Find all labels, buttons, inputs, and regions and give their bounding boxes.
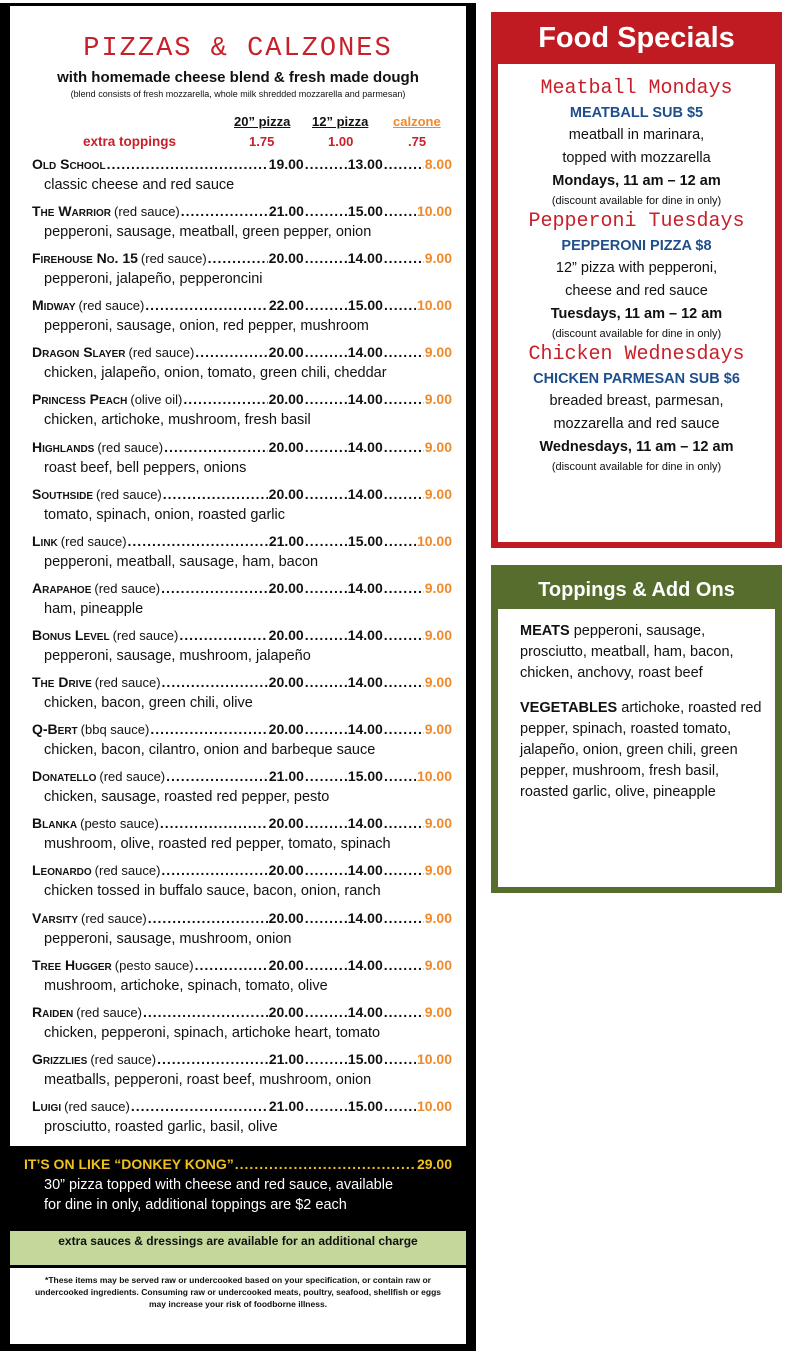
price-12: 14.00 (347, 626, 383, 643)
leader-dots (161, 862, 267, 878)
food-specials-box (491, 12, 782, 548)
leader-dots (157, 1051, 268, 1067)
special-note: (discount available for dine in only) (551, 195, 722, 207)
leader-dots (143, 1004, 268, 1020)
price-12: 14.00 (347, 815, 383, 832)
price-calzone: 10.00 (416, 297, 452, 314)
special-time: Tuesdays, 11 am – 12 am (550, 306, 723, 322)
menu-item (32, 1004, 452, 1051)
menu-item-line (32, 862, 452, 884)
price-20: 20.00 (268, 862, 304, 879)
price-calzone: 10.00 (416, 1050, 452, 1067)
menu-item-name: Varsity (32, 909, 79, 926)
menu-item-sauce: (red sauce) (81, 910, 147, 926)
price-calzone: 9.00 (424, 438, 452, 455)
leader-dots (183, 391, 267, 407)
leader-dots (305, 627, 347, 643)
price-calzone: 10.00 (416, 532, 452, 549)
menu-item-name: Bonus Level (32, 626, 110, 643)
menu-item-line (32, 768, 452, 790)
leader-dots (150, 721, 267, 737)
price-12: 14.00 (347, 344, 383, 361)
menu-item-description: pepperoni, sausage, onion, red pepper, mushroom (44, 318, 369, 335)
special-time: Wednesdays, 11 am – 12 am (539, 439, 734, 455)
menu-item-line (32, 297, 452, 319)
vegetables-list: artichoke, roasted red pepper, spinach, roasted tomato, jalapeño, onion, green chili, green pepper, mushroom, fresh basil, roasted garlic, olive, pineapple (520, 700, 762, 800)
leader-dots (305, 910, 347, 926)
leader-dots (384, 768, 416, 784)
leader-dots (163, 486, 268, 502)
toppings-content (498, 609, 775, 887)
leader-dots (384, 910, 424, 926)
special-description: breaded breast, parmesan, (549, 393, 724, 409)
menu-item-line (32, 1098, 452, 1120)
special-description: meatball in marinara, (568, 127, 705, 143)
donkey-kong-name: IT’S ON LIKE “DONKEY KONG” (24, 1156, 234, 1172)
menu-item-description: meatballs, pepperoni, roast beef, mushroom, onion (44, 1071, 372, 1088)
menu-item (32, 1098, 452, 1145)
menu-item (32, 627, 452, 674)
price-12: 15.00 (347, 768, 383, 785)
menu-item-description: pepperoni, sausage, mushroom, onion (44, 930, 292, 947)
extra-toppings-calzone: .75 (408, 134, 427, 149)
price-20: 20.00 (268, 626, 304, 643)
menu-item-line (32, 721, 452, 743)
price-calzone: 9.00 (424, 862, 452, 879)
leader-dots (235, 1156, 416, 1172)
column-header-20: 20” pizza (234, 114, 291, 129)
menu-item-sauce: (red sauce) (128, 345, 195, 361)
menu-item-description: classic cheese and red sauce (44, 177, 235, 193)
menu-item-sauce: (red sauce) (96, 486, 162, 502)
price-calzone: 9.00 (424, 1003, 452, 1020)
menu-item-line (32, 486, 452, 508)
price-12: 15.00 (347, 297, 383, 314)
leader-dots (305, 674, 347, 690)
price-20: 19.00 (268, 156, 304, 172)
price-20: 20.00 (268, 674, 304, 691)
price-20: 21.00 (268, 203, 304, 220)
leader-dots (305, 1098, 347, 1114)
menu-item-line (32, 674, 452, 696)
menu-item (32, 768, 452, 815)
leader-dots (305, 486, 347, 502)
price-calzone: 9.00 (424, 485, 452, 502)
special-name: Meatball Mondays (540, 77, 733, 100)
menu-item-description: prosciutto, roasted garlic, basil, olive (44, 1118, 278, 1135)
leader-dots (195, 344, 267, 360)
menu-item-name: The Warrior (32, 203, 111, 220)
price-20: 22.00 (268, 297, 304, 314)
price-12: 14.00 (347, 250, 383, 267)
menu-item-sauce: (red sauce) (94, 580, 161, 596)
price-20: 20.00 (268, 721, 304, 738)
leader-dots (384, 1004, 424, 1020)
price-calzone: 9.00 (424, 391, 452, 408)
menu-item-description: chicken tossed in buffalo sauce, bacon, onion, ranch (44, 883, 381, 900)
menu-item-description: pepperoni, sausage, meatball, green pepper, onion (44, 224, 372, 241)
leader-dots (160, 815, 268, 831)
menu-item-description: tomato, spinach, onion, roasted garlic (44, 506, 285, 523)
leader-dots (384, 391, 424, 407)
menu-item-list (32, 156, 452, 1145)
menu-item-sauce: (pesto sauce) (80, 816, 159, 832)
leader-dots (384, 486, 424, 502)
food-specials-title: Food Specials (538, 22, 735, 54)
leader-dots (305, 957, 347, 973)
menu-content (10, 6, 466, 1146)
leader-dots (148, 910, 268, 926)
menu-item-name: Princess Peach (32, 391, 128, 408)
menu-item-line (32, 580, 452, 602)
leader-dots (131, 1098, 268, 1114)
leader-dots (305, 297, 347, 313)
price-calzone: 9.00 (424, 909, 452, 926)
price-12: 15.00 (347, 1097, 383, 1114)
leader-dots (181, 203, 268, 219)
special-description: 12” pizza with pepperoni, (555, 260, 718, 276)
menu-item (32, 957, 452, 1004)
price-12: 14.00 (347, 579, 383, 596)
price-12: 14.00 (347, 862, 383, 879)
price-20: 21.00 (268, 1097, 304, 1114)
column-header-12: 12” pizza (312, 114, 369, 129)
price-12: 14.00 (347, 909, 383, 926)
menu-item-sauce: (red sauce) (99, 769, 166, 785)
column-header-calzone: calzone (393, 114, 441, 129)
menu-item-line (32, 250, 452, 272)
price-20: 20.00 (268, 438, 304, 455)
price-12: 14.00 (347, 391, 383, 408)
special-item: PEPPERONI PIZZA $8 (561, 238, 712, 254)
extra-toppings-12: 1.00 (328, 134, 354, 149)
menu-item (32, 439, 452, 486)
menu-item (32, 250, 452, 297)
special-description: mozzarella and red sauce (553, 416, 720, 432)
menu-item-description: chicken, artichoke, mushroom, fresh basil (44, 412, 311, 429)
price-20: 20.00 (268, 815, 304, 832)
menu-item-description: pepperoni, sausage, mushroom, jalapeño (44, 647, 311, 664)
food-specials-list (498, 64, 775, 542)
price-12: 14.00 (347, 674, 383, 691)
leader-dots (384, 1098, 416, 1114)
leader-dots (384, 957, 424, 973)
leader-dots (305, 533, 347, 549)
menu-item-sauce: (red sauce) (97, 439, 164, 455)
price-12: 15.00 (347, 203, 383, 220)
menu-item-name: Tree Hugger (32, 956, 112, 973)
menu-title: PIZZAS & CALZONES (83, 34, 393, 64)
leader-dots (384, 674, 424, 690)
menu-item-name: Highlands (32, 438, 95, 455)
leader-dots (384, 862, 424, 878)
menu-item-line (32, 203, 452, 225)
menu-subtitle: with homemade cheese blend & fresh made dough (57, 69, 419, 86)
menu-item-name: Southside (32, 485, 94, 502)
menu-item (32, 486, 452, 533)
price-12: 13.00 (347, 156, 383, 172)
price-calzone: 10.00 (416, 1097, 452, 1114)
menu-item-name: Firehouse No. 15 (32, 250, 138, 267)
leader-dots (128, 533, 268, 549)
menu-item (32, 862, 452, 909)
vegetables-label: VEGETABLES (520, 700, 618, 716)
price-20: 21.00 (268, 1050, 304, 1067)
leader-dots (384, 156, 424, 172)
leader-dots (107, 156, 268, 172)
price-12: 14.00 (347, 721, 383, 738)
donkey-kong-desc-line2: for dine in only, additional toppings are $2 each (44, 1197, 347, 1213)
price-20: 21.00 (268, 768, 304, 785)
price-20: 21.00 (268, 532, 304, 549)
menu-item-name: Midway (32, 297, 76, 314)
leader-dots (305, 203, 347, 219)
menu-item-description: mushroom, artichoke, spinach, tomato, olive (44, 977, 328, 994)
menu-item-description: chicken, pepperoni, spinach, artichoke heart, tomato (44, 1024, 381, 1041)
leader-dots (384, 439, 424, 455)
leader-dots (384, 533, 416, 549)
menu-item-line (32, 627, 452, 649)
menu-item-line (32, 910, 452, 932)
menu-item-name: Raiden (32, 1003, 74, 1020)
leader-dots (384, 627, 424, 643)
menu-item-name: Donatello (32, 768, 97, 785)
menu-item-description: chicken, bacon, green chili, olive (44, 695, 253, 712)
menu-item-line (32, 533, 452, 555)
toppings-box (491, 565, 782, 893)
leader-dots (161, 580, 268, 596)
price-12: 15.00 (347, 532, 383, 549)
menu-item-name: Arapahoe (32, 579, 92, 596)
special-item: MEATBALL SUB $5 (569, 105, 704, 121)
price-calzone: 8.00 (424, 156, 452, 172)
donkey-kong-desc-line1: 30” pizza topped with cheese and red sauce, available (44, 1177, 394, 1193)
extra-toppings-label: extra toppings (83, 134, 177, 149)
special-description: cheese and red sauce (565, 283, 708, 299)
menu-item (32, 203, 452, 250)
leader-dots (305, 391, 347, 407)
leader-dots (305, 250, 347, 266)
price-20: 20.00 (268, 485, 304, 502)
price-calzone: 9.00 (424, 344, 452, 361)
leader-dots (162, 674, 268, 690)
menu-item-sauce: (red sauce) (64, 1098, 130, 1114)
menu-item-sauce: (red sauce) (114, 204, 180, 220)
meats-list: pepperoni, sausage, prosciutto, meatball, ham, bacon, chicken, anchovy, roast beef (520, 623, 734, 681)
menu-item (32, 721, 452, 768)
price-20: 20.00 (268, 579, 304, 596)
price-12: 15.00 (347, 1050, 383, 1067)
menu-item-name: Luigi (32, 1097, 62, 1114)
leader-dots (305, 580, 347, 596)
menu-item-name: Leonardo (32, 862, 92, 879)
menu-item (32, 344, 452, 391)
price-12: 14.00 (347, 485, 383, 502)
meats-label: MEATS (520, 623, 570, 639)
price-20: 20.00 (268, 391, 304, 408)
special-name: Pepperoni Tuesdays (528, 210, 745, 233)
menu-item (32, 533, 452, 580)
menu-item-name: The Drive (32, 674, 92, 691)
price-calzone: 9.00 (424, 815, 452, 832)
leader-dots (164, 439, 268, 455)
menu-item-name: Link (32, 532, 58, 549)
menu-item-sauce: (red sauce) (90, 1051, 157, 1067)
extra-toppings-20: 1.75 (249, 134, 275, 149)
menu-item (32, 156, 452, 203)
menu-item-sauce: (olive oil) (130, 392, 183, 408)
menu-item-sauce: (bbq sauce) (80, 722, 150, 738)
menu-item-sauce: (red sauce) (112, 627, 179, 643)
price-20: 20.00 (268, 1003, 304, 1020)
menu-item-name: Dragon Slayer (32, 344, 126, 361)
menu-note: (blend consists of fresh mozzarella, whole milk shredded mozzarella and parmesan) (70, 89, 406, 99)
leader-dots (384, 580, 424, 596)
menu-item (32, 815, 452, 862)
leader-dots (208, 250, 268, 266)
menu-item-sauce: (red sauce) (78, 298, 145, 314)
donkey-kong-price: 29.00 (416, 1156, 452, 1172)
special-note: (discount available for dine in only) (551, 328, 722, 340)
menu-item-description: ham, pineapple (44, 600, 144, 617)
menu-item (32, 297, 452, 344)
leader-dots (305, 1004, 347, 1020)
menu-item-description: mushroom, olive, roasted red pepper, tomato, spinach (44, 836, 391, 853)
menu-item-line (32, 1004, 452, 1026)
price-calzone: 10.00 (416, 768, 452, 785)
menu-item-name: Blanka (32, 815, 78, 832)
menu-item (32, 674, 452, 721)
price-calzone: 9.00 (424, 579, 452, 596)
leader-dots (384, 1051, 416, 1067)
leader-dots (384, 203, 416, 219)
menu-item-description: chicken, sausage, roasted red pepper, pesto (44, 789, 330, 806)
menu-item (32, 910, 452, 957)
menu-item (32, 1051, 452, 1098)
price-calzone: 9.00 (424, 626, 452, 643)
menu-item-sauce: (red sauce) (94, 675, 161, 691)
price-calzone: 10.00 (416, 203, 452, 220)
special-description: topped with mozzarella (562, 150, 711, 166)
menu-item-sauce: (red sauce) (140, 251, 207, 267)
price-calzone: 9.00 (424, 674, 452, 691)
toppings-title: Toppings & Add Ons (538, 579, 735, 601)
leader-dots (305, 862, 347, 878)
menu-item-sauce: (pesto sauce) (114, 957, 194, 973)
menu-item (32, 580, 452, 627)
leader-dots (305, 344, 347, 360)
leader-dots (384, 297, 416, 313)
leader-dots (384, 250, 424, 266)
price-20: 20.00 (268, 250, 304, 267)
leader-dots (305, 1051, 347, 1067)
leader-dots (384, 721, 424, 737)
disclaimer: *These items may be served raw or undercooked based on your specification, or contain raw or undercooked ingredients. Consuming raw or undercooked meats, poultry, seafood, shellfish or eggs may increase your risk of foodborne illness. (10, 1268, 466, 1344)
menu-item-line (32, 957, 452, 979)
leader-dots (179, 627, 267, 643)
leader-dots (195, 957, 268, 973)
price-20: 20.00 (268, 344, 304, 361)
price-12: 14.00 (347, 1003, 383, 1020)
extra-sauces-note: extra sauces & dressings are available for an additional charge (10, 1231, 466, 1265)
menu-item-line (32, 391, 452, 413)
menu-item-description: chicken, jalapeño, onion, tomato, green chili, cheddar (44, 365, 387, 382)
price-calzone: 9.00 (424, 250, 452, 267)
leader-dots (166, 768, 268, 784)
leader-dots (145, 297, 268, 313)
menu-item-line (32, 815, 452, 837)
price-20: 20.00 (268, 956, 304, 973)
leader-dots (305, 439, 347, 455)
menu-item-line (32, 344, 452, 366)
price-calzone: 9.00 (424, 721, 452, 738)
price-12: 14.00 (347, 956, 383, 973)
menu-item-sauce: (red sauce) (76, 1004, 142, 1020)
leader-dots (305, 721, 347, 737)
leader-dots (384, 815, 424, 831)
menu-item-name: Old School (32, 156, 106, 172)
price-calzone: 9.00 (424, 956, 452, 973)
leader-dots (384, 344, 424, 360)
menu-item-description: pepperoni, meatball, sausage, ham, bacon (44, 553, 319, 570)
special-name: Chicken Wednesdays (528, 343, 745, 366)
menu-item-description: roast beef, bell peppers, onions (44, 459, 247, 476)
menu-item-description: pepperoni, jalapeño, pepperoncini (44, 271, 263, 288)
special-time: Mondays, 11 am – 12 am (552, 173, 721, 189)
menu-item-sauce: (red sauce) (60, 533, 127, 549)
menu-item-line (32, 156, 452, 178)
price-12: 14.00 (347, 438, 383, 455)
leader-dots (305, 768, 347, 784)
menu-item-name: Grizzlies (32, 1050, 88, 1067)
donkey-kong-special (10, 1150, 466, 1226)
menu-item-line (32, 1051, 452, 1073)
menu-item-description: chicken, bacon, cilantro, onion and barbeque sauce (44, 742, 376, 759)
special-note: (discount available for dine in only) (551, 461, 722, 473)
menu-item-name: Q-Bert (32, 721, 78, 738)
menu-item (32, 391, 452, 438)
leader-dots (305, 156, 347, 172)
price-20: 20.00 (268, 909, 304, 926)
special-item: CHICKEN PARMESAN SUB $6 (533, 371, 740, 387)
menu-item-sauce: (red sauce) (94, 863, 161, 879)
menu-item-line (32, 439, 452, 461)
leader-dots (305, 815, 347, 831)
